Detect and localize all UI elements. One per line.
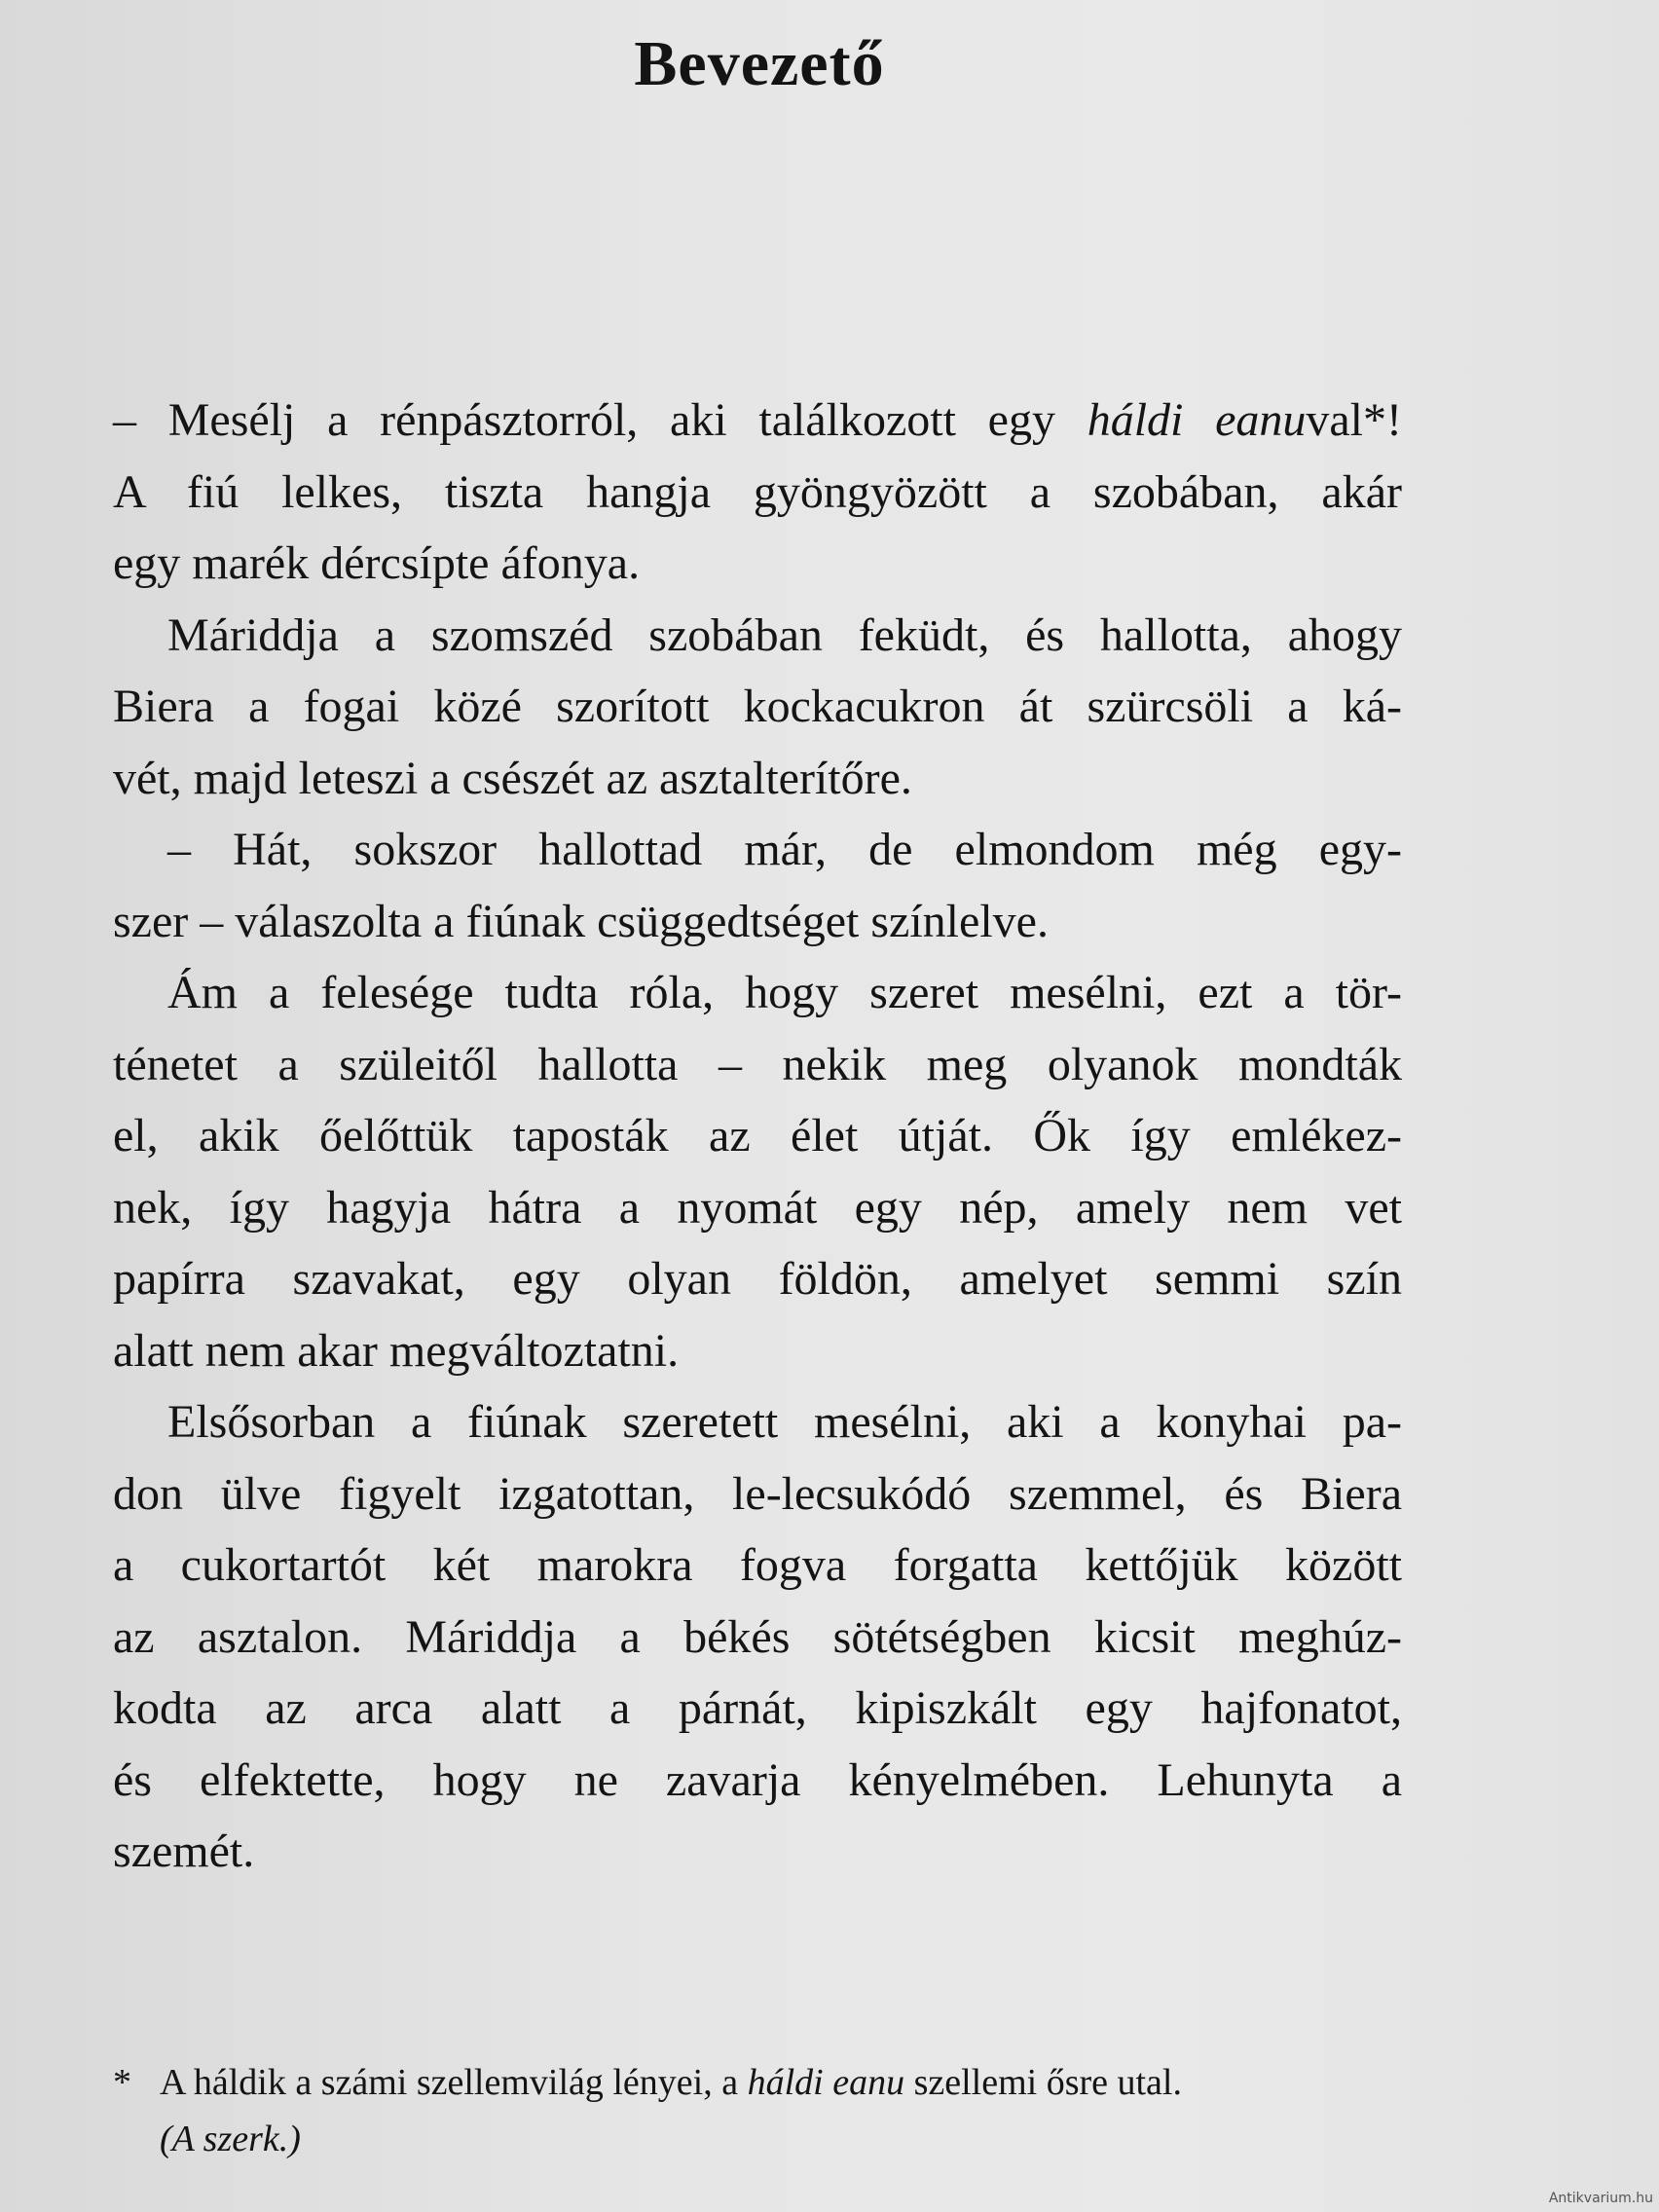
editor-note: (A szerk.) (160, 2119, 301, 2159)
text-fragment: – Mesélj a rénpásztorról, aki találkozott egy (113, 394, 1088, 446)
text-line: papírra szavakat, egy olyan földön, amelyet semmi szín (113, 1253, 1402, 1305)
text-line: don ülve figyelt izgatottan, le-lecsukódó szemmel, és Biera (113, 1467, 1402, 1520)
text-fragment: A háldik a számi szellemvilág lényei, a (160, 2062, 748, 2103)
italic-term: háldi eanu (747, 2062, 905, 2103)
text-fragment: val*! (1306, 394, 1402, 446)
text-line: Elsősorban a fiúnak szeretett mesélni, aki a konyhai pa- (167, 1396, 1402, 1448)
text-line: alatt nem akar megváltoztatni. (113, 1324, 680, 1377)
text-line: – Hát, sokszor hallottad már, de elmondom még egy- (167, 824, 1402, 875)
text-line: vét, majd leteszi a csészét az asztalterítőre. (113, 752, 912, 804)
italic-term: háldi eanu (1087, 394, 1307, 446)
text-line: és elfektette, hogy ne zavarja kényelmében. Lehunyta a (113, 1753, 1402, 1806)
text-line: szemét. (113, 1825, 255, 1877)
text-line: ténetet a szüleitől hallotta – nekik meg olyanok mondták (113, 1038, 1402, 1090)
text-line (113, 385, 1402, 457)
text-line: a cukortartót két marokra fogva forgatta kettőjük között (113, 1539, 1402, 1591)
text-line: Ám a felesége tudta róla, hogy szeret mesélni, ezt a tör- (167, 967, 1402, 1018)
text-line: Biera a fogai közé szorított kockacukron át szürcsöli a ká- (113, 681, 1402, 732)
footnote (113, 2054, 1408, 2167)
text-line: szer – válaszolta a fiúnak csüggedtséget színlelve. (113, 895, 1049, 947)
body-text (113, 385, 1402, 1888)
text-line: nek, így hagyja hátra a nyomát egy nép, amely nem vet (113, 1181, 1402, 1234)
text-line: el, akik őelőttük taposták az élet útját. Ők így emlékez- (113, 1110, 1402, 1161)
footnote-line (113, 2054, 1408, 2111)
footnote-line (113, 2111, 1408, 2167)
text-line: A fiú lelkes, tiszta hangja gyöngyözött a szobában, akár (113, 465, 1402, 518)
text-fragment: szellemi ősre utal. (904, 2062, 1182, 2103)
footnote-marker: * (113, 2062, 131, 2103)
watermark: Antikvarium.hu (1548, 2191, 1653, 2206)
text-line: kodta az arca alatt a párnát, kipiszkált egy hajfonatot, (113, 1682, 1402, 1734)
text-line: az asztalon. Máriddja a békés sötétségben kicsit meghúz- (113, 1610, 1402, 1663)
chapter-title: Bevezető (634, 28, 885, 99)
text-line: Máriddja a szomszéd szobában feküdt, és hallotta, ahogy (167, 608, 1402, 661)
text-line: egy marék dércsípte áfonya. (113, 537, 641, 589)
